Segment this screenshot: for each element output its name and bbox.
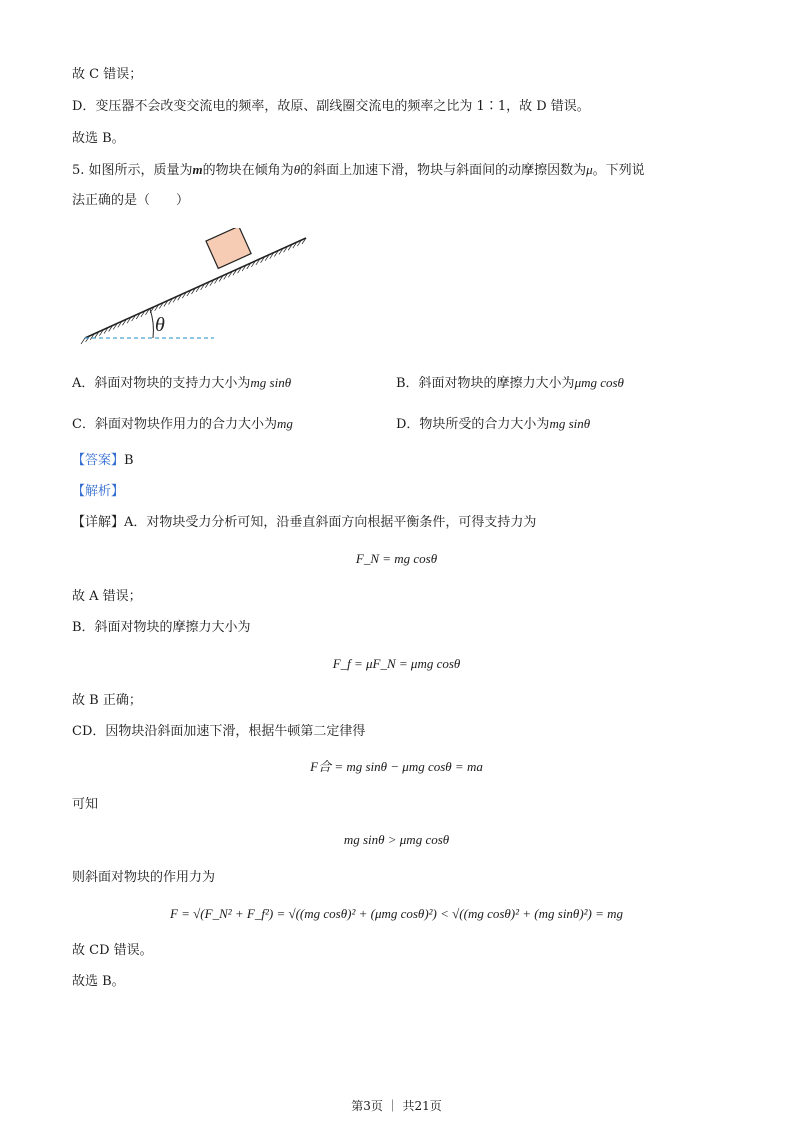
question-stem — [72, 161, 645, 180]
text-line: D．变压器不会改变交流电的频率，故原、副线圈交流电的频率之比为 1∶1，故 D 错误。 — [72, 99, 590, 114]
option-d — [396, 415, 590, 434]
block — [206, 228, 251, 268]
answer-value: B — [124, 453, 134, 468]
detail-intro — [72, 514, 536, 532]
text-line: 故 A 错误； — [72, 589, 142, 604]
var-mu: μ — [586, 162, 593, 177]
option-c — [72, 415, 293, 434]
option-b-text: B．斜面对物块的摩擦力大小为 — [396, 376, 575, 391]
page-footer: 第3页 ｜ 共21页 — [351, 1099, 442, 1113]
angle-arc — [150, 309, 153, 338]
formula-resultant: F = √(F_N² + F_f²) = √((mg cosθ)² + (μmg cosθ)²) < √((mg cosθ)² + (mg sinθ)²) = mg — [169, 906, 624, 921]
text-line: CD．因物块沿斜面加速下滑，根据牛顿第二定律得 — [72, 724, 366, 739]
text-line: 则斜面对物块的作用力为 — [72, 870, 216, 885]
option-b — [396, 374, 624, 393]
stem-part: 。下列说 — [592, 163, 645, 178]
option-a-math: mg sinθ — [250, 375, 292, 390]
stem-part: 的斜面上加速下滑，物块与斜面间的动摩擦因数为 — [300, 163, 587, 178]
option-a — [72, 374, 291, 393]
stem-part: 的物块在倾角为 — [202, 163, 294, 178]
option-d-math: mg sinθ — [549, 416, 591, 431]
var-theta: θ — [293, 162, 301, 177]
var-m: m — [192, 162, 203, 177]
formula-newton: F合 = mg sinθ − μmg cosθ = ma — [310, 759, 483, 774]
detail-label: 【详解】 — [72, 515, 125, 530]
detail-intro-text: A．对物块受力分析可知，沿垂直斜面方向根据平衡条件，可得支持力为 — [124, 515, 537, 530]
text-line: 故 C 错误； — [72, 67, 143, 82]
question-stem-line2: 法正确的是（ ） — [72, 193, 190, 208]
text-line: 可知 — [72, 797, 99, 812]
formula-normal-force: F_N = mg cosθ — [355, 551, 438, 566]
analysis-label: 【解析】 — [72, 484, 125, 499]
option-c-math: mg — [276, 416, 293, 431]
text-line: 故 CD 错误。 — [72, 943, 153, 958]
text-line: 故 B 正确； — [72, 693, 142, 708]
formula-friction: F_f = μF_N = μmg cosθ — [332, 656, 461, 671]
formula-inequality: mg sinθ > μmg cosθ — [343, 832, 450, 847]
text-line: B．斜面对物块的摩擦力大小为 — [72, 620, 251, 635]
hatch-mark — [81, 338, 85, 344]
answer-line — [72, 452, 134, 470]
answer-label: 【答案】 — [72, 453, 125, 468]
text-line: 故选 B。 — [72, 974, 125, 989]
angle-label: θ — [155, 314, 165, 336]
text-line: 故选 B。 — [72, 131, 125, 146]
option-c-text: C．斜面对物块作用力的合力大小为 — [72, 417, 277, 432]
incline-figure — [80, 228, 320, 346]
option-d-text: D．物块所受的合力大小为 — [396, 417, 550, 432]
stem-part: 5. 如图所示，质量为 — [72, 163, 193, 178]
incline-surface — [85, 238, 306, 338]
option-b-math: μmg cosθ — [574, 375, 624, 390]
option-a-text: A．斜面对物块的支持力大小为 — [72, 376, 251, 391]
